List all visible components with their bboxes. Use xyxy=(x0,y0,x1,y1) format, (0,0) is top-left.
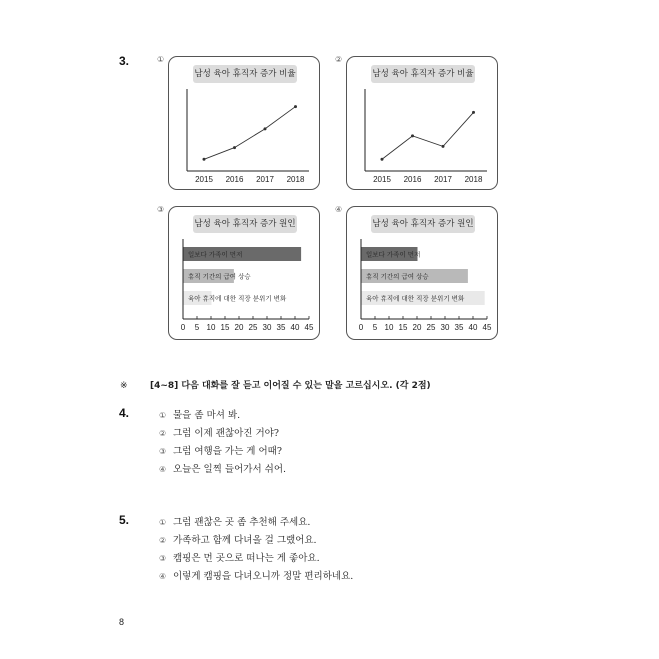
q5-option-4[interactable] xyxy=(159,568,353,582)
option-text: 캠핑은 먼 곳으로 떠나는 게 좋아요. xyxy=(173,553,320,564)
option-marker: ③ xyxy=(159,447,167,456)
bar-chart-3 xyxy=(169,207,321,341)
x-tick-label: 20 xyxy=(412,323,422,332)
option-text: 이렇게 캠핑을 다녀오니까 정말 편리하네요. xyxy=(173,571,354,582)
x-tick-label: 10 xyxy=(206,323,216,332)
x-tick-label: 15 xyxy=(398,323,408,332)
q4-option-1[interactable] xyxy=(159,407,240,421)
data-point xyxy=(442,145,445,148)
line-chart-1 xyxy=(169,57,321,191)
x-tick-label: 2017 xyxy=(434,175,452,184)
series-line xyxy=(382,112,474,159)
x-tick-label: 30 xyxy=(262,323,272,332)
q5-option-1[interactable] xyxy=(159,514,310,528)
option-2-marker: ② xyxy=(335,55,343,64)
bar-chart-4 xyxy=(347,207,499,341)
x-tick-label: 2015 xyxy=(195,175,213,184)
x-tick-label: 5 xyxy=(194,323,200,332)
x-tick-label: 25 xyxy=(248,323,258,332)
x-tick-label: 30 xyxy=(440,323,450,332)
x-tick-label: 45 xyxy=(482,323,492,332)
q5-option-3[interactable] xyxy=(159,550,320,564)
option-marker: ② xyxy=(159,429,167,438)
chart-title: 남성 육아 휴직자 증가 원인 xyxy=(371,215,475,233)
x-tick-label: 10 xyxy=(384,323,394,332)
option-1-marker: ① xyxy=(157,55,165,64)
data-point xyxy=(472,111,475,114)
option-text: 가족하고 함께 다녀올 걸 그랬어요. xyxy=(173,535,317,546)
x-tick-label: 15 xyxy=(220,323,230,332)
x-tick-label: 40 xyxy=(468,323,478,332)
option-text: 그럼 여행을 가는 게 어때? xyxy=(173,446,282,457)
option-text: 물을 좀 마셔 봐. xyxy=(173,410,241,421)
instruction-range: [4~8] xyxy=(150,381,179,391)
data-point xyxy=(203,158,206,161)
chart-title: 남성 육아 휴직자 증가 비율 xyxy=(193,65,297,83)
x-tick-label: 25 xyxy=(426,323,436,332)
page-number: 8 xyxy=(119,617,125,627)
series-line xyxy=(204,107,296,160)
option-4-marker: ④ xyxy=(335,205,343,214)
x-tick-label: 2016 xyxy=(225,175,244,184)
line-chart-2 xyxy=(347,57,499,191)
question-4-number: 4. xyxy=(119,406,130,420)
bar-label: 휴직 기간의 급여 상승 xyxy=(188,272,251,281)
instruction-text: 다음 대화를 잘 듣고 이어질 수 있는 말을 고르십시오. (각 2점) xyxy=(178,381,431,391)
bar-label: 육아 휴직에 대한 직장 분위기 변화 xyxy=(366,294,465,303)
q4-option-3[interactable] xyxy=(159,443,282,457)
x-tick-label: 2015 xyxy=(373,175,391,184)
x-tick-label: 20 xyxy=(234,323,244,332)
data-point xyxy=(233,146,236,149)
chart-panel-3[interactable] xyxy=(168,206,320,340)
x-tick-label: 40 xyxy=(290,323,300,332)
question-5-number: 5. xyxy=(119,513,130,527)
x-tick-label: 2017 xyxy=(256,175,274,184)
chart-panel-4[interactable] xyxy=(346,206,498,340)
x-tick-label: 35 xyxy=(454,323,464,332)
option-marker: ④ xyxy=(159,572,167,581)
question-3-number: 3. xyxy=(119,54,130,68)
option-marker: ④ xyxy=(159,465,167,474)
option-3-marker: ③ xyxy=(157,205,165,214)
q4-option-4[interactable] xyxy=(159,461,286,475)
chart-title: 남성 육아 휴직자 증가 원인 xyxy=(193,215,297,233)
bar-label: 일보다 가족이 먼저 xyxy=(188,250,243,259)
bar-label: 육아 휴직에 대한 직장 분위기 변화 xyxy=(188,294,287,303)
chart-title: 남성 육아 휴직자 증가 비율 xyxy=(371,65,475,83)
data-point xyxy=(381,158,384,161)
chart-panel-1[interactable] xyxy=(168,56,320,190)
x-tick-label: 2018 xyxy=(286,175,305,184)
chart-panel-2[interactable] xyxy=(346,56,498,190)
x-tick-label: 5 xyxy=(372,323,378,332)
x-tick-label: 0 xyxy=(180,323,186,332)
bar-label: 휴직 기간의 급여 상승 xyxy=(366,272,429,281)
data-point xyxy=(294,105,297,108)
x-tick-label: 2016 xyxy=(403,175,422,184)
option-text: 그럼 괜찮은 곳 좀 추천해 주세요. xyxy=(173,517,311,528)
option-marker: ① xyxy=(159,411,167,420)
option-marker: ① xyxy=(159,518,167,527)
x-tick-label: 45 xyxy=(304,323,314,332)
data-point xyxy=(411,134,414,137)
instruction-symbol: ※ xyxy=(120,381,128,391)
option-text: 그럼 이제 괜찮아진 거야? xyxy=(173,428,279,439)
x-tick-label: 0 xyxy=(358,323,364,332)
x-tick-label: 2018 xyxy=(464,175,483,184)
q4-option-2[interactable] xyxy=(159,425,279,439)
data-point xyxy=(264,127,267,130)
bar-label: 일보다 가족이 먼저 xyxy=(366,250,421,259)
x-tick-label: 35 xyxy=(276,323,286,332)
option-marker: ② xyxy=(159,536,167,545)
option-text: 오늘은 일찍 들어가서 쉬어. xyxy=(173,464,287,475)
option-marker: ③ xyxy=(159,554,167,563)
section-instruction xyxy=(120,378,431,391)
q5-option-2[interactable] xyxy=(159,532,317,546)
